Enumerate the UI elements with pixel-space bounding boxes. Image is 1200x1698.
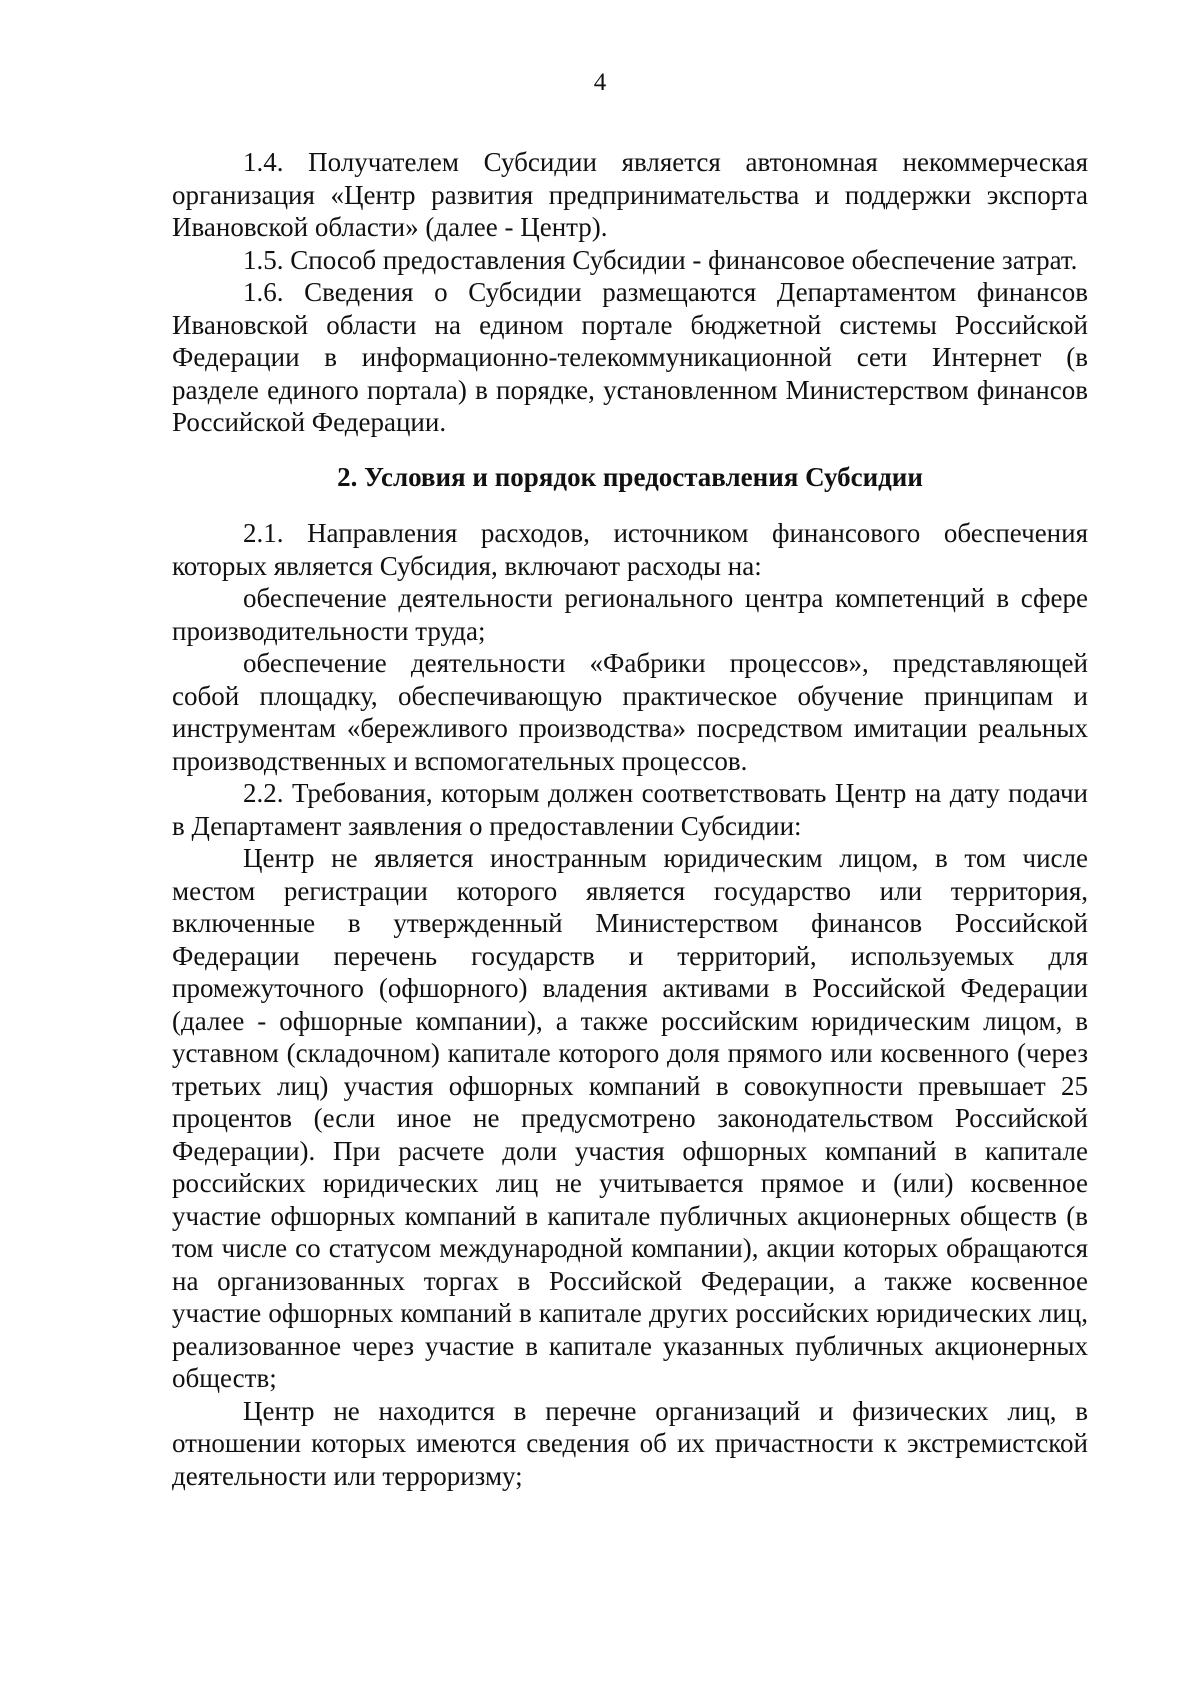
paragraph-2-2-requirement-2: Центр не находится в перечне организаций и физических лиц, в отношении которых имеются сведения об их причастности к экстремистской деятельности или терроризму; [172,1395,1088,1491]
paragraph-1-4: 1.4. Получателем Субсидии является автономная некоммерческая организация «Центр развития предпринимательства и поддержки экспорта Ивановской области» (далее - Центр). [172,147,1088,242]
page-number: 4 [593,69,607,96]
paragraph-2-2-requirement-1: Центр не является иностранным юридическим лицом, в том числе местом регистрации которого является государство или территория, включенные в утвержденный Министерством финансов Российской Федерации перечень государств и территорий, используемых для промежуточного (офшорного) владения активами в Российской Федерации (далее - офшорные компании), а также российским юридическим лицом, в уставном (складочном) капитале которого доля прямого или косвенного (через третьих лиц) участия офшорных компаний в совокупности превышает 25 процентов (если иное не предусмотрено законодательством Российской Федерации). При расчете доли участия офшорных компаний в капитале российских юридических лиц не учитывается прямое и (или) косвенное участие офшорных компаний в капитале публичных акционерных обществ (в том числе со статусом международной компании), акции которых обращаются на организованных торгах в Российской Федерации, а также косвенное участие офшорных компаний в капитале других российских юридических лиц, реализованное через участие в капитале указанных публичных акционерных обществ; [172,843,1088,1393]
paragraph-2-2: 2.2. Требования, которым должен соответствовать Центр на дату подачи в Департамент заявления о предоставлении Субсидии: [172,778,1088,841]
document-body [172,146,1088,1492]
paragraph-2-1: 2.1. Направления расходов, источником финансового обеспечения которых является Субсидия, включают расходы на: [172,518,1088,581]
paragraph-2-1-item-2: обеспечение деятельности «Фабрики процессов», представляющей собой площадку, обеспечивающую практическое обучение принципам и инструментам «бережливого производства» посредством имитации реальных производственных и вспомогательных процессов. [172,648,1088,776]
paragraph-1-6: 1.6. Сведения о Субсидии размещаются Департаментом финансов Ивановской области на едином портале бюджетной системы Российской Федерации в информационно-телекоммуникационной сети Интернет (в разделе единого портала) в порядке, установленном Министерством финансов Российской Федерации. [172,277,1088,437]
paragraph-2-1-item-1: обеспечение деятельности регионального центра компетенций в сфере производительности труда; [172,583,1088,646]
paragraph-1-5: 1.5. Способ предоставления Субсидии - финансовое обеспечение затрат. [243,244,1078,275]
section-2-heading: 2. Условия и порядок предоставления Субсидии [337,461,923,492]
